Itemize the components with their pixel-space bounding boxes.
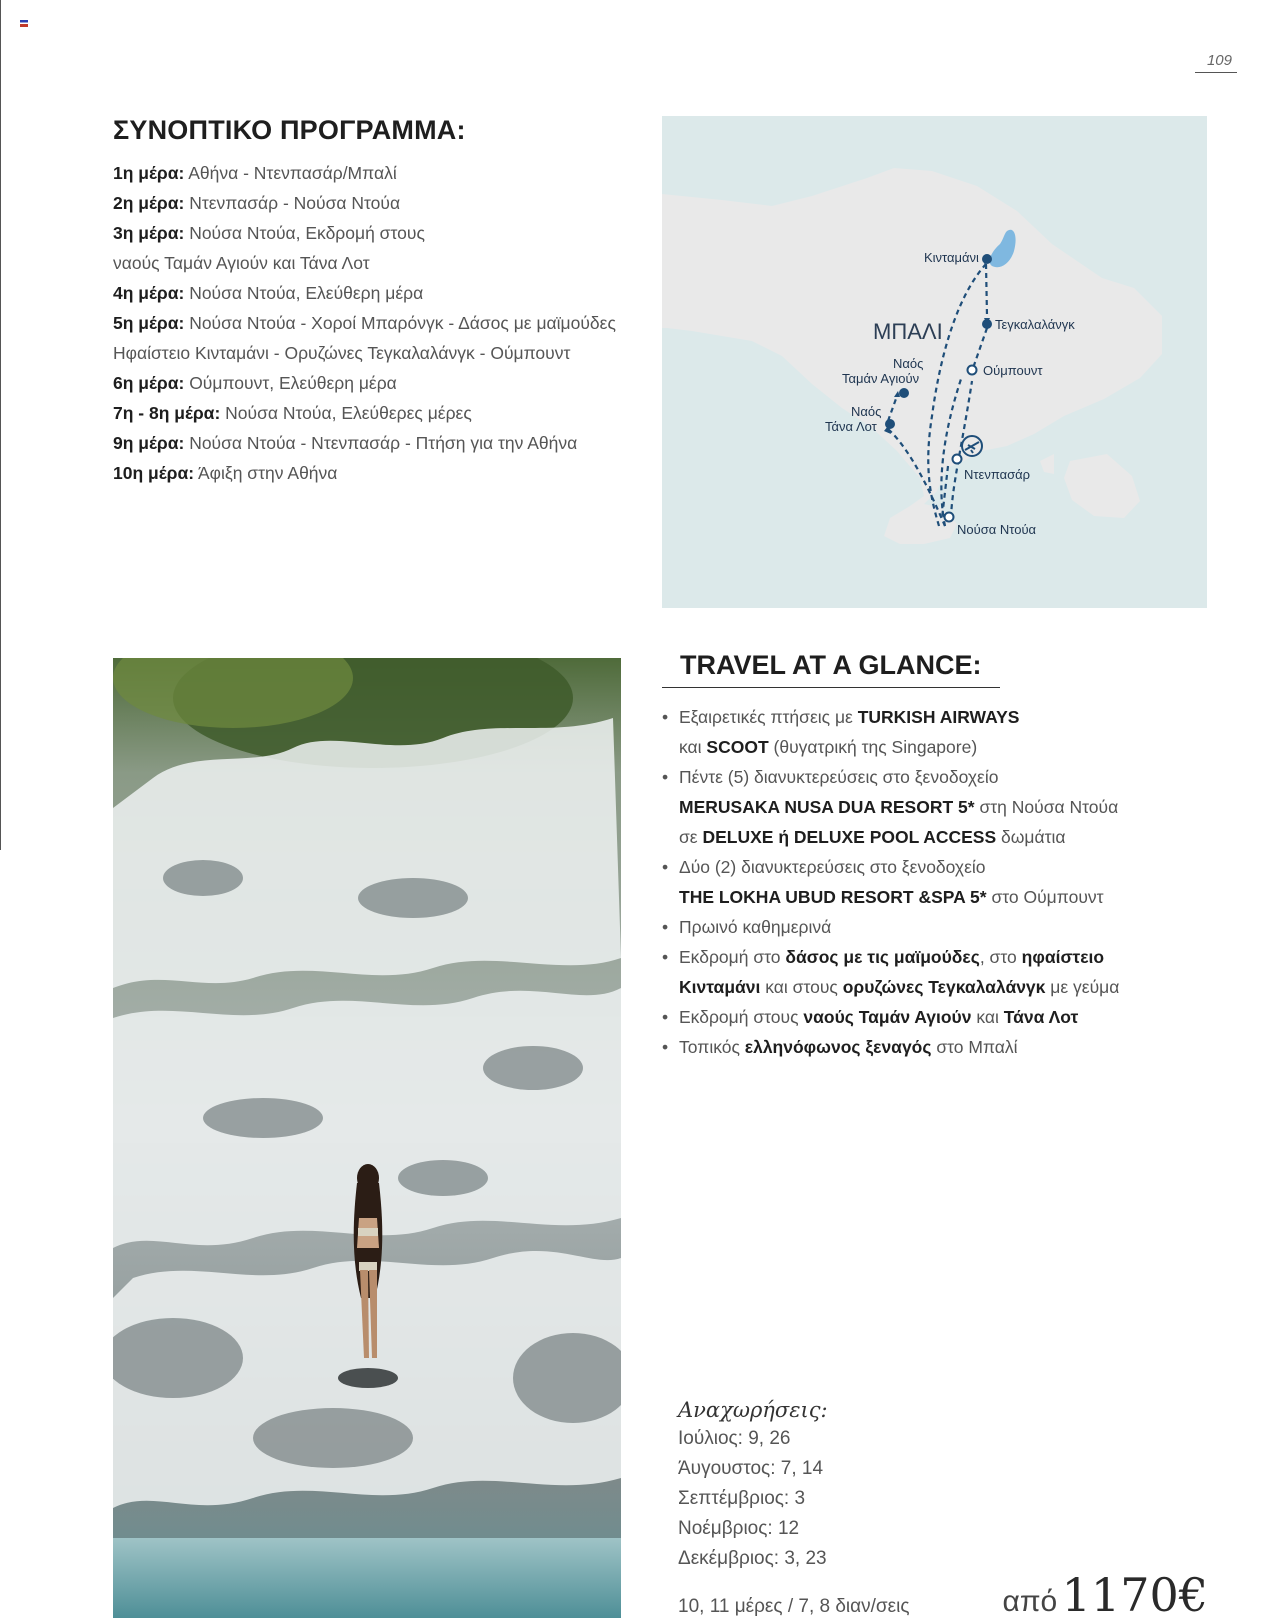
program-day-text: Αθήνα - Ντενπασάρ/Μπαλί <box>188 163 397 183</box>
glance-text: στο Ούμπουντ <box>986 887 1104 907</box>
program-day-text: Νούσα Ντούα, Ελεύθερες μέρες <box>225 403 472 423</box>
glance-highlight: Τάνα Λοτ <box>1003 1007 1079 1027</box>
waterfall-photo <box>113 658 621 1618</box>
label-ubud: Ούμπουντ <box>983 363 1043 378</box>
label-tanah-lot-line2: Τάνα Λοτ <box>825 419 877 434</box>
glance-item-line <box>662 1032 1182 1062</box>
departure-month: Νοέμβριος: 12 <box>678 1518 800 1539</box>
bullet-icon: • <box>662 1007 669 1027</box>
glance-text: Εκδρομή στο <box>679 947 786 967</box>
glance-text: Δύο (2) διανυκτερεύσεις στο ξενοδοχείο <box>679 857 986 877</box>
program-day-label: 4η μέρα: <box>113 283 185 303</box>
node-kintamani <box>982 254 992 264</box>
nusa-penida-shape <box>1064 454 1140 518</box>
node-tegallalang <box>982 319 992 329</box>
program-day-item <box>113 248 633 278</box>
label-denpasar: Ντενπασάρ <box>964 467 1031 482</box>
glance-list <box>662 702 1182 1062</box>
program-day-text: Νούσα Ντούα, Ελεύθερη μέρα <box>189 283 424 303</box>
price-prefix: από <box>1002 1585 1058 1618</box>
departures-title: Αναχωρήσεις: <box>678 1398 828 1422</box>
map-graphic <box>662 116 1207 608</box>
trip-duration: 10, 11 μέρες / 7, 8 διαν/σεις <box>678 1596 910 1617</box>
bullet-icon: • <box>662 767 669 787</box>
program-day-label: 5η μέρα: <box>113 313 185 333</box>
departure-month: Δεκέμβριος: 3, 23 <box>678 1548 827 1569</box>
program-summary <box>113 115 633 488</box>
label-tanah-lot-line1: Ναός <box>851 404 882 419</box>
departure-month: Σεπτέμβριος: 3 <box>678 1488 806 1509</box>
program-day-label: 10η μέρα: <box>113 463 195 483</box>
program-day-label: 6η μέρα: <box>113 373 185 393</box>
flag-icon <box>20 20 28 27</box>
bullet-icon: • <box>662 917 669 937</box>
glance-text: (θυγατρική της Singapore) <box>768 737 978 757</box>
node-ubud <box>968 366 977 375</box>
glance-item-line <box>662 852 1182 882</box>
node-taman-ayun <box>899 388 909 398</box>
program-day-text: Νούσα Ντούα - Χοροί Μπαρόνγκ - Δάσος με μαϊμούδες <box>189 313 616 333</box>
glance-highlight: THE LOKHA UBUD RESORT &SPA 5* <box>679 887 987 907</box>
glance-text: Πέντε (5) διανυκτερεύσεις στο ξενοδοχείο <box>679 767 999 787</box>
program-day-list <box>113 158 633 488</box>
program-day-item <box>113 188 633 218</box>
label-taman-ayun-line1: Ναός <box>893 356 924 371</box>
glance-text: και <box>971 1007 1004 1027</box>
program-day-label: 7η - 8η μέρα: <box>113 403 221 423</box>
label-kintamani: Κινταμάνι <box>924 250 979 265</box>
program-day-label: 2η μέρα: <box>113 193 185 213</box>
program-day-text: Άφιξη στην Αθήνα <box>197 463 338 483</box>
glance-item-line <box>662 1002 1182 1032</box>
travel-at-a-glance <box>662 650 1182 1062</box>
glance-highlight: MERUSAKA NUSA DUA RESORT 5* <box>679 797 975 817</box>
program-day-item <box>113 338 633 368</box>
departure-month: Ιούλιος: 9, 26 <box>678 1428 791 1449</box>
program-day-item <box>113 308 633 338</box>
glance-highlight: TURKISH AIRWAYS <box>857 707 1020 727</box>
program-day-label: 3η μέρα: <box>113 223 185 243</box>
program-day-item <box>113 368 633 398</box>
bullet-icon: • <box>662 857 669 877</box>
program-day-text: Ηφαίστειο Κινταμάνι - Ορυζώνες Τεγκαλαλάνγκ - Ούμπουντ <box>113 343 571 363</box>
glance-highlight: ναούς Ταμάν Αγιούν <box>803 1007 972 1027</box>
program-day-text: Νούσα Ντούα, Εκδρομή στους <box>189 223 425 243</box>
glance-text: και <box>679 737 707 757</box>
program-day-text: Ντενπασάρ - Νούσα Ντούα <box>189 193 401 213</box>
glance-item-line <box>662 942 1182 972</box>
glance-highlight: δάσος με τις μαϊμούδες <box>785 947 980 967</box>
bullet-icon: • <box>662 947 669 967</box>
departure-month: Άυγουστος: 7, 14 <box>678 1458 824 1479</box>
glance-text: Εξαιρετικές πτήσεις με <box>679 707 858 727</box>
page-edge-rule <box>0 0 1 850</box>
program-day-label: 1η μέρα: <box>113 163 185 183</box>
glance-item-line <box>662 822 1182 852</box>
departures <box>678 1398 1018 1574</box>
glance-item-line <box>662 762 1182 792</box>
glance-text: Τοπικός <box>679 1037 745 1057</box>
glance-text: και στους <box>760 977 843 997</box>
program-day-text: Ούμπουντ, Ελεύθερη μέρα <box>189 373 397 393</box>
glance-text: σε <box>679 827 703 847</box>
price <box>1002 1568 1208 1622</box>
program-day-item <box>113 458 633 488</box>
departures-list <box>678 1424 1018 1574</box>
program-day-label: 9η μέρα: <box>113 433 185 453</box>
page-number: 109 <box>1206 52 1232 69</box>
program-day-item <box>113 398 633 428</box>
node-denpasar <box>953 455 962 464</box>
glance-highlight: ηφαίστειο <box>1021 947 1105 967</box>
label-nusa-dua: Νούσα Ντούα <box>957 522 1037 537</box>
program-day-item <box>113 218 633 248</box>
island-label: ΜΠΑΛΙ <box>873 319 943 344</box>
glance-item-line <box>662 792 1182 822</box>
glance-highlight: SCOOT <box>706 737 769 757</box>
program-day-text: ναούς Ταμάν Αγιούν και Τάνα Λοτ <box>113 253 370 273</box>
route-map <box>662 116 1207 608</box>
glance-text: δωμάτια <box>996 827 1066 847</box>
node-tanah-lot <box>885 419 895 429</box>
node-nusa-dua <box>945 513 954 522</box>
waterfall-illustration <box>113 658 621 1618</box>
program-title: ΣΥΝΟΠΤΙΚΟ ΠΡΟΓΡΑΜΜΑ: <box>113 115 466 145</box>
glance-text: με γεύμα <box>1045 977 1120 997</box>
glance-highlight: ορυζώνες Τεγκαλαλάνγκ <box>842 977 1046 997</box>
glance-text: στη Νούσα Ντούα <box>974 797 1119 817</box>
glance-item-line <box>662 972 1182 1002</box>
glance-item-line <box>662 702 1182 732</box>
program-day-item <box>113 428 633 458</box>
glance-title: TRAVEL AT A GLANCE: <box>662 650 1000 688</box>
page-number-rule <box>1195 72 1237 73</box>
glance-item-line <box>662 882 1182 912</box>
program-day-text: Νούσα Ντούα - Ντενπασάρ - Πτήση για την Αθήνα <box>189 433 578 453</box>
label-tegallalang: Τεγκαλαλάνγκ <box>995 317 1075 332</box>
glance-item-line <box>662 912 1182 942</box>
glance-text: στο Μπαλί <box>931 1037 1018 1057</box>
label-taman-ayun-line2: Ταμάν Αγιούν <box>842 371 920 386</box>
glance-text: Πρωινό καθημερινά <box>679 917 832 937</box>
price-amount: 1170€ <box>1061 1568 1208 1622</box>
nusa-lembongan-shape <box>1040 454 1054 474</box>
bullet-icon: • <box>662 707 669 727</box>
glance-highlight: ελληνόφωνος ξεναγός <box>744 1037 932 1057</box>
bullet-icon: • <box>662 1037 669 1057</box>
glance-item-line <box>662 732 1182 762</box>
glance-text: Εκδρομή στους <box>679 1007 804 1027</box>
program-day-item <box>113 278 633 308</box>
glance-text: , στο <box>979 947 1022 967</box>
glance-highlight: DELUXE ή DELUXE POOL ACCESS <box>702 827 997 847</box>
program-day-item <box>113 158 633 188</box>
glance-highlight: Κινταμάνι <box>679 977 761 997</box>
